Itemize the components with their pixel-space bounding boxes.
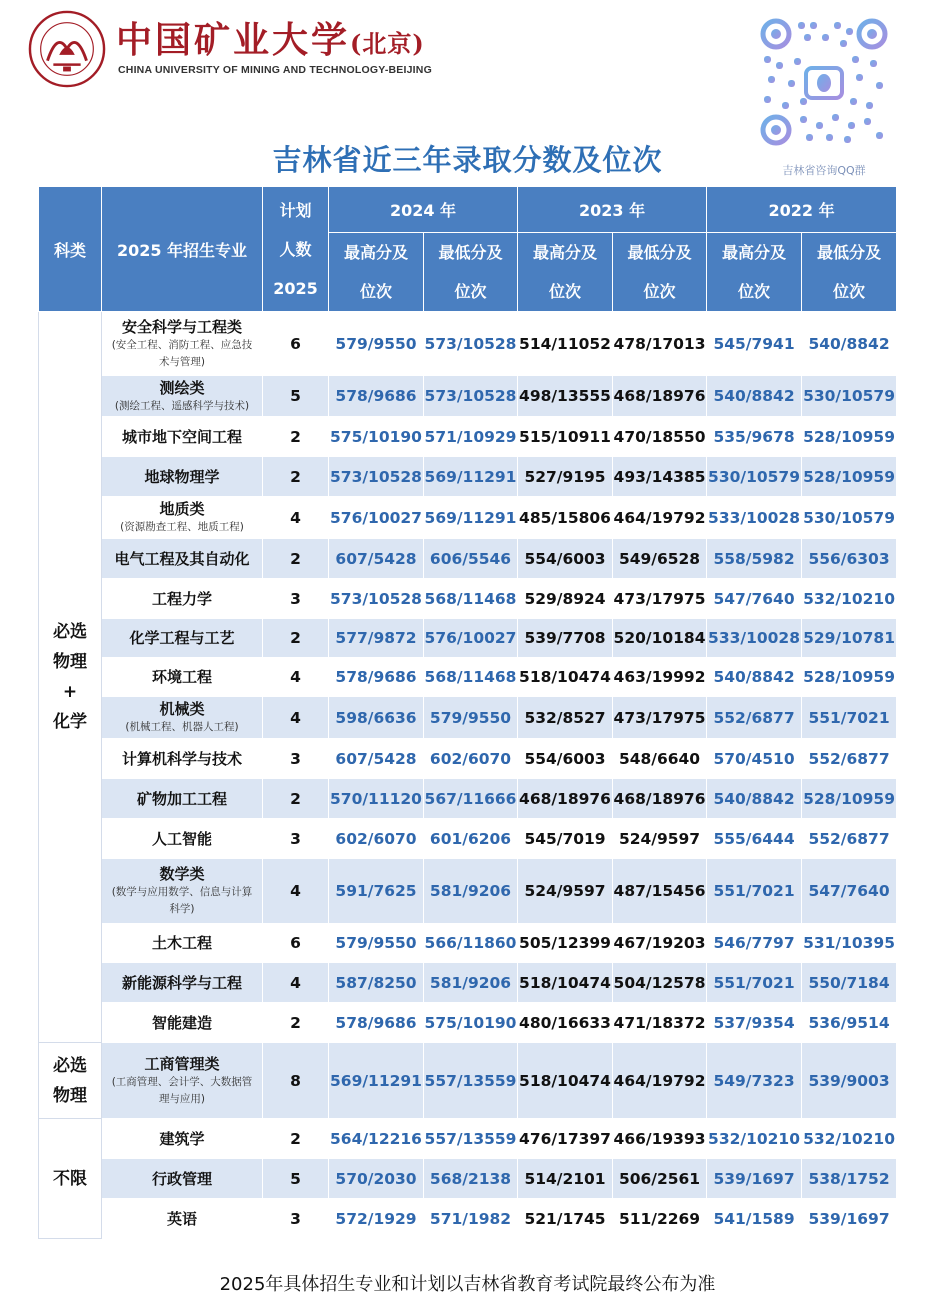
score-max-2023-cell: 539/7708 [518, 619, 613, 658]
score-min-2024-cell: 581/9206 [424, 963, 518, 1003]
score-min-2024-cell: 601/6206 [424, 819, 518, 859]
major-name: 电气工程及其自动化 [114, 549, 250, 568]
score-max-2022-cell: 533/10028 [707, 619, 802, 658]
score-max-2024-cell: 602/6070 [329, 819, 424, 859]
score-max-2022-cell: 547/7640 [707, 579, 802, 619]
score-min-2022-cell: 538/1752 [802, 1159, 897, 1199]
table-row [39, 312, 897, 376]
score-min-2024-cell: 557/13559 [424, 1119, 518, 1159]
score-min-2022-cell: 530/10579 [802, 376, 897, 417]
score-min-2023-cell: 464/19792 [613, 1043, 707, 1119]
score-max-2024-cell: 573/10528 [329, 579, 424, 619]
score-max-2023-cell: 554/6003 [518, 739, 613, 779]
table-row [39, 924, 897, 963]
category-line: 物理 [53, 652, 87, 672]
major-cell [102, 658, 263, 697]
score-min-2022-cell: 536/9514 [802, 1003, 897, 1043]
score-max-2024-cell: 578/9686 [329, 1003, 424, 1043]
score-max-2024-cell: 569/11291 [329, 1043, 424, 1119]
university-seal-logo [28, 10, 106, 88]
major-cell [102, 579, 263, 619]
major-name: 工程力学 [151, 589, 212, 608]
score-max-2023-cell: 545/7019 [518, 819, 613, 859]
major-cell [102, 739, 263, 779]
score-max-2023-cell: 527/9195 [518, 457, 613, 497]
score-min-2022-cell: 547/7640 [802, 859, 897, 924]
category-line: 必选 [53, 622, 87, 642]
table-row [39, 1159, 897, 1199]
score-min-2023-cell: 478/17013 [613, 312, 707, 376]
major-subtitle: (安全工程、消防工程、应急技术与管理) [111, 338, 253, 368]
plan-count-cell: 8 [263, 1043, 329, 1119]
score-min-2024-cell: 581/9206 [424, 859, 518, 924]
score-max-2022-cell: 532/10210 [707, 1119, 802, 1159]
major-subtitle: (机械工程、机器人工程) [125, 721, 239, 733]
major-name: 行政管理 [151, 1169, 212, 1188]
major-name: 人工智能 [151, 829, 212, 848]
score-min-2023-cell: 548/6640 [613, 739, 707, 779]
score-max-2023-cell: 532/8527 [518, 697, 613, 739]
header-min-2022: 最低分及 位次 [802, 233, 897, 312]
score-min-2024-cell: 571/10929 [424, 417, 518, 457]
major-name: 地质类 [159, 500, 205, 518]
score-min-2023-cell: 471/18372 [613, 1003, 707, 1043]
score-min-2024-cell: 576/10027 [424, 619, 518, 658]
score-min-2024-cell: 602/6070 [424, 739, 518, 779]
major-name: 工商管理类 [144, 1054, 220, 1073]
score-min-2022-cell: 540/8842 [802, 312, 897, 376]
score-min-2022-cell: 532/10210 [802, 1119, 897, 1159]
plan-count-cell: 2 [263, 457, 329, 497]
table-row [39, 1043, 897, 1119]
score-max-2023-cell: 485/15806 [518, 497, 613, 539]
major-name: 安全科学与工程类 [121, 317, 242, 336]
plan-count-cell: 4 [263, 859, 329, 924]
qr-caption: 吉林省咨询QQ群 [782, 164, 866, 177]
score-max-2024-cell: 607/5428 [329, 539, 424, 579]
score-max-2024-cell: 564/12216 [329, 1119, 424, 1159]
header-year-2022: 2022 年 [707, 187, 897, 233]
score-min-2024-cell: 568/11468 [424, 579, 518, 619]
score-max-2023-cell: 518/10474 [518, 963, 613, 1003]
score-max-2024-cell: 591/7625 [329, 859, 424, 924]
score-max-2022-cell: 530/10579 [707, 457, 802, 497]
plan-count-cell: 4 [263, 963, 329, 1003]
score-max-2024-cell: 573/10528 [329, 457, 424, 497]
score-max-2024-cell: 607/5428 [329, 739, 424, 779]
major-name: 化学工程与工艺 [129, 629, 235, 647]
table-row [39, 1119, 897, 1159]
score-min-2024-cell: 569/11291 [424, 497, 518, 539]
score-max-2022-cell: 551/7021 [707, 859, 802, 924]
score-max-2022-cell: 537/9354 [707, 1003, 802, 1043]
table-row [39, 376, 897, 417]
table-row [39, 658, 897, 697]
score-max-2024-cell: 570/11120 [329, 779, 424, 819]
header-category: 科类 [39, 187, 102, 312]
header-major: 2025 年招生专业 [102, 187, 263, 312]
score-max-2023-cell: 476/17397 [518, 1119, 613, 1159]
plan-count-cell: 5 [263, 1159, 329, 1199]
score-min-2024-cell: 573/10528 [424, 312, 518, 376]
score-max-2022-cell: 540/8842 [707, 658, 802, 697]
score-min-2024-cell: 569/11291 [424, 457, 518, 497]
score-max-2024-cell: 572/1929 [329, 1199, 424, 1239]
plan-count-cell: 2 [263, 619, 329, 658]
major-name: 计算机科学与技术 [121, 749, 242, 768]
score-min-2024-cell: 579/9550 [424, 697, 518, 739]
score-max-2024-cell: 578/9686 [329, 376, 424, 417]
score-min-2022-cell: 528/10959 [802, 417, 897, 457]
score-max-2023-cell: 518/10474 [518, 658, 613, 697]
admission-score-table [38, 186, 897, 1239]
score-min-2024-cell: 606/5546 [424, 539, 518, 579]
score-min-2024-cell: 568/2138 [424, 1159, 518, 1199]
score-min-2022-cell: 531/10395 [802, 924, 897, 963]
table-row [39, 539, 897, 579]
score-min-2023-cell: 520/10184 [613, 619, 707, 658]
major-cell [102, 779, 263, 819]
score-max-2022-cell: 539/1697 [707, 1159, 802, 1199]
score-max-2023-cell: 514/11052 [518, 312, 613, 376]
score-max-2023-cell: 518/10474 [518, 1043, 613, 1119]
score-min-2023-cell: 463/19992 [613, 658, 707, 697]
score-max-2022-cell: 570/4510 [707, 739, 802, 779]
score-min-2024-cell: 557/13559 [424, 1043, 518, 1119]
score-max-2024-cell: 577/9872 [329, 619, 424, 658]
plan-count-cell: 3 [263, 739, 329, 779]
major-cell [102, 539, 263, 579]
header-max-2024: 最高分及 位次 [329, 233, 424, 312]
major-name: 数学类 [159, 865, 205, 883]
major-name: 测绘类 [159, 378, 205, 397]
score-max-2023-cell: 498/13555 [518, 376, 613, 417]
category-line: + [62, 682, 78, 702]
table-row [39, 579, 897, 619]
score-max-2023-cell: 514/2101 [518, 1159, 613, 1199]
major-cell [102, 697, 263, 739]
score-max-2022-cell: 545/7941 [707, 312, 802, 376]
table-row [39, 819, 897, 859]
header-min-2024: 最低分及 位次 [424, 233, 518, 312]
major-name: 矿物加工工程 [136, 789, 227, 808]
major-name: 土木工程 [151, 934, 212, 952]
score-min-2023-cell: 464/19792 [613, 497, 707, 539]
score-min-2023-cell: 470/18550 [613, 417, 707, 457]
major-subtitle: (数学与应用数学、信息与计算科学) [111, 886, 253, 915]
major-cell [102, 924, 263, 963]
table-body [39, 312, 897, 1239]
header-max-2022: 最高分及 位次 [707, 233, 802, 312]
major-name: 环境工程 [151, 668, 212, 686]
header-year-2024: 2024 年 [329, 187, 518, 233]
score-min-2023-cell: 466/19393 [613, 1119, 707, 1159]
score-max-2023-cell: 515/10911 [518, 417, 613, 457]
score-min-2022-cell: 552/6877 [802, 739, 897, 779]
plan-count-cell: 3 [263, 579, 329, 619]
score-max-2023-cell: 529/8924 [518, 579, 613, 619]
table-row [39, 619, 897, 658]
score-min-2023-cell: 473/17975 [613, 579, 707, 619]
category-line: 不限 [53, 1168, 87, 1189]
category-line: 必选 [53, 1055, 87, 1076]
header-year-2023: 2023 年 [518, 187, 707, 233]
header-max-2023: 最高分及 位次 [518, 233, 613, 312]
score-min-2023-cell: 506/2561 [613, 1159, 707, 1199]
score-max-2023-cell: 505/12399 [518, 924, 613, 963]
qq-group-qr-code[interactable] [760, 18, 888, 146]
major-cell [102, 1119, 263, 1159]
score-min-2022-cell: 532/10210 [802, 579, 897, 619]
score-min-2023-cell: 511/2269 [613, 1199, 707, 1239]
plan-count-cell: 4 [263, 497, 329, 539]
score-max-2023-cell: 554/6003 [518, 539, 613, 579]
score-max-2022-cell: 549/7323 [707, 1043, 802, 1119]
score-max-2022-cell: 533/10028 [707, 497, 802, 539]
category-cell [39, 312, 102, 1043]
score-min-2024-cell: 573/10528 [424, 376, 518, 417]
score-min-2022-cell: 539/9003 [802, 1043, 897, 1119]
plan-count-cell: 2 [263, 779, 329, 819]
major-cell [102, 312, 263, 376]
plan-count-cell: 6 [263, 924, 329, 963]
score-max-2024-cell: 575/10190 [329, 417, 424, 457]
major-cell [102, 1043, 263, 1119]
major-cell [102, 963, 263, 1003]
table-row [39, 859, 897, 924]
major-subtitle: (资源勘查工程、地质工程) [120, 521, 244, 533]
table-row [39, 1003, 897, 1043]
category-line: 化学 [53, 712, 87, 732]
plan-count-cell: 5 [263, 376, 329, 417]
score-max-2022-cell: 555/6444 [707, 819, 802, 859]
plan-count-cell: 4 [263, 697, 329, 739]
score-max-2022-cell: 558/5982 [707, 539, 802, 579]
score-max-2023-cell: 480/16633 [518, 1003, 613, 1043]
score-min-2024-cell: 567/11666 [424, 779, 518, 819]
table-row [39, 457, 897, 497]
score-max-2023-cell: 524/9597 [518, 859, 613, 924]
major-cell [102, 417, 263, 457]
category-cell [39, 1043, 102, 1119]
score-min-2023-cell: 487/15456 [613, 859, 707, 924]
major-name: 机械类 [159, 700, 205, 718]
score-min-2022-cell: 528/10959 [802, 457, 897, 497]
score-min-2024-cell: 571/1982 [424, 1199, 518, 1239]
score-min-2023-cell: 468/18976 [613, 376, 707, 417]
major-cell [102, 497, 263, 539]
table-row [39, 417, 897, 457]
table-row [39, 779, 897, 819]
score-min-2024-cell: 568/11468 [424, 658, 518, 697]
score-max-2024-cell: 579/9550 [329, 312, 424, 376]
score-max-2024-cell: 578/9686 [329, 658, 424, 697]
table-row [39, 497, 897, 539]
score-max-2023-cell: 521/1745 [518, 1199, 613, 1239]
plan-count-cell: 6 [263, 312, 329, 376]
score-min-2022-cell: 552/6877 [802, 819, 897, 859]
major-cell [102, 1003, 263, 1043]
footer-note: 2025年具体招生专业和计划以吉林省教育考试院最终公布为准 [219, 1274, 716, 1295]
score-min-2022-cell: 550/7184 [802, 963, 897, 1003]
plan-count-cell: 3 [263, 819, 329, 859]
major-name: 地球物理学 [144, 467, 220, 486]
score-max-2024-cell: 579/9550 [329, 924, 424, 963]
header-plan: 计划 人数 2025 [263, 187, 329, 312]
score-max-2022-cell: 540/8842 [707, 376, 802, 417]
score-min-2023-cell: 504/12578 [613, 963, 707, 1003]
score-max-2023-cell: 468/18976 [518, 779, 613, 819]
score-max-2024-cell: 598/6636 [329, 697, 424, 739]
score-min-2022-cell: 539/1697 [802, 1199, 897, 1239]
score-min-2024-cell: 575/10190 [424, 1003, 518, 1043]
table-row [39, 1199, 897, 1239]
score-min-2023-cell: 467/19203 [613, 924, 707, 963]
score-min-2023-cell: 473/17975 [613, 697, 707, 739]
major-name: 英语 [166, 1209, 197, 1228]
plan-count-cell: 2 [263, 539, 329, 579]
score-max-2022-cell: 551/7021 [707, 963, 802, 1003]
score-min-2022-cell: 529/10781 [802, 619, 897, 658]
score-max-2022-cell: 535/9678 [707, 417, 802, 457]
major-name: 建筑学 [159, 1129, 205, 1148]
major-cell [102, 1159, 263, 1199]
score-min-2022-cell: 530/10579 [802, 497, 897, 539]
score-min-2023-cell: 468/18976 [613, 779, 707, 819]
major-subtitle: (工商管理、会计学、大数据管理与应用) [111, 1075, 253, 1105]
table-row [39, 739, 897, 779]
score-min-2024-cell: 566/11860 [424, 924, 518, 963]
university-name-en: CHINA UNIVERSITY OF MINING AND TECHNOLOGY-BEIJING [118, 64, 432, 76]
major-name: 新能源科学与工程 [121, 973, 242, 992]
plan-count-cell: 4 [263, 658, 329, 697]
major-cell [102, 1199, 263, 1239]
table-row [39, 697, 897, 739]
major-cell [102, 619, 263, 658]
major-cell [102, 819, 263, 859]
score-max-2022-cell: 546/7797 [707, 924, 802, 963]
plan-count-cell: 2 [263, 1003, 329, 1043]
major-cell [102, 859, 263, 924]
score-max-2024-cell: 587/8250 [329, 963, 424, 1003]
score-max-2024-cell: 570/2030 [329, 1159, 424, 1199]
score-min-2023-cell: 549/6528 [613, 539, 707, 579]
score-min-2023-cell: 493/14385 [613, 457, 707, 497]
major-cell [102, 376, 263, 417]
table-row [39, 963, 897, 1003]
page-title: 吉林省近三年录取分数及位次 [272, 143, 663, 177]
score-max-2022-cell: 541/1589 [707, 1199, 802, 1239]
score-min-2022-cell: 551/7021 [802, 697, 897, 739]
score-max-2022-cell: 552/6877 [707, 697, 802, 739]
university-name-cn: 中国矿业大学(北京) [116, 19, 425, 61]
plan-count-cell: 3 [263, 1199, 329, 1239]
score-max-2024-cell: 576/10027 [329, 497, 424, 539]
category-cell [39, 1119, 102, 1239]
score-min-2022-cell: 528/10959 [802, 779, 897, 819]
major-name: 智能建造 [151, 1013, 212, 1032]
score-min-2023-cell: 524/9597 [613, 819, 707, 859]
plan-count-cell: 2 [263, 417, 329, 457]
major-cell [102, 457, 263, 497]
plan-count-cell: 2 [263, 1119, 329, 1159]
category-line: 物理 [53, 1085, 87, 1106]
header-min-2023: 最低分及 位次 [613, 233, 707, 312]
score-min-2022-cell: 528/10959 [802, 658, 897, 697]
score-min-2022-cell: 556/6303 [802, 539, 897, 579]
major-name: 城市地下空间工程 [121, 427, 242, 446]
major-subtitle: (测绘工程、遥感科学与技术) [114, 399, 250, 412]
score-max-2022-cell: 540/8842 [707, 779, 802, 819]
